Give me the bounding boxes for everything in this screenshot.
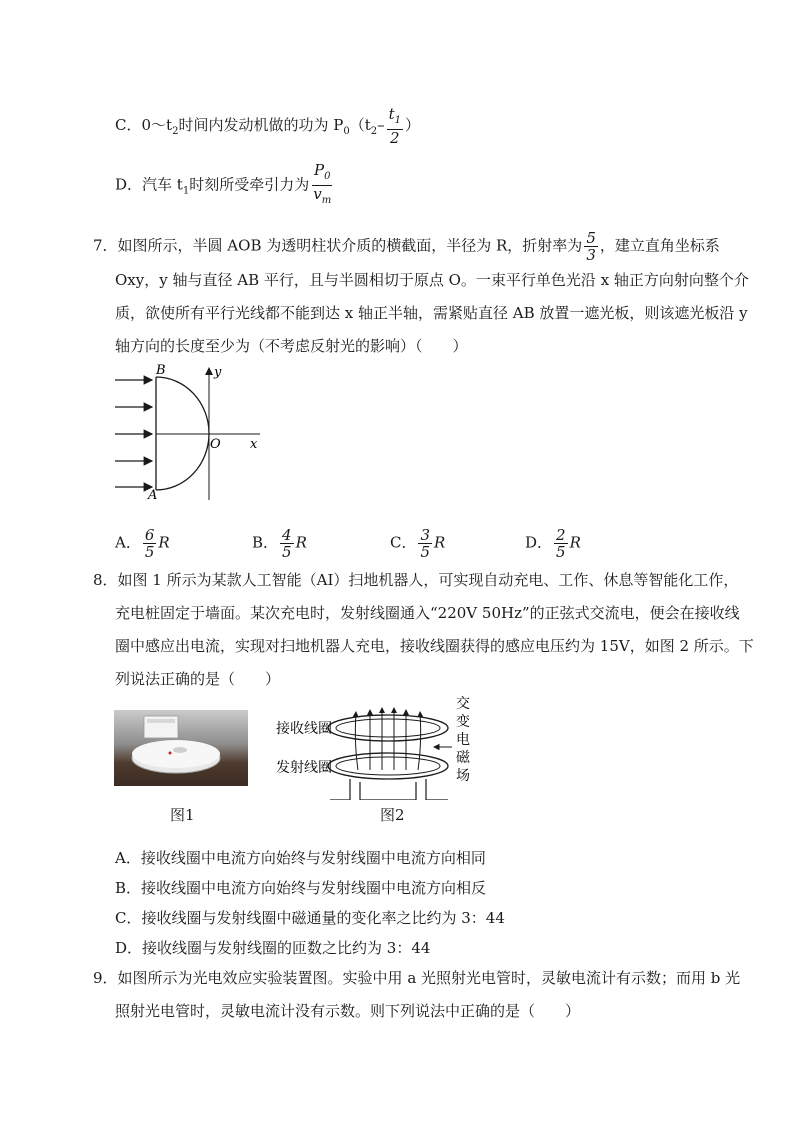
robot-vacuum-photo (114, 710, 248, 786)
coil-diagram (270, 690, 485, 800)
figure-2-caption: 图2 (380, 806, 405, 824)
transmit-coil-inner (336, 757, 440, 775)
q7-refractive-index: $\frac{5}{3}$ (586, 229, 596, 264)
receive-coil-label: 接收线圈 (276, 721, 332, 737)
q7-option-a: A． $\frac{6}{5}$ R (115, 526, 170, 561)
q8-option-a: A．接收线圈中电流方向始终与发射线圈中电流方向相同 (115, 849, 486, 867)
q6-c-fraction: $\frac{t_1}{2}$ (388, 105, 401, 147)
field-char-5: 场 (456, 768, 470, 784)
transmit-coil-label: 发射线圈 (276, 760, 332, 776)
q6-option-c: C．$0\sim t_2$时间内发动机做的功为 $P_0(t_2-$ $\frac{t_1}{2}$ ） (115, 105, 421, 147)
q7-semicircle-figure (110, 360, 280, 505)
label-b: B (156, 363, 166, 378)
q8-line-3: 圈中感应出电流，实现对扫地机器人充电，接收线圈获得的感应电压约为 15V，如图 2 所示。下 (115, 637, 754, 655)
q8-option-d: D．接收线圈与发射线圈的匝数之比约为 3：44 (115, 939, 431, 957)
field-char-4: 磁 (456, 750, 470, 766)
receive-coil-inner (336, 719, 440, 737)
q9-line-2: 照射光电管时，灵敏电流计没有示数。则下列说法中正确的是（ ） (115, 1002, 581, 1020)
q6-option-d: D．汽车 $t_1$时刻所受牵引力为 $\frac{P_0}{v_m}$ (115, 162, 335, 209)
label-x: x (250, 437, 258, 452)
q8-line-2: 充电桩固定于墙面。某次充电时，发射线圈通入“220V 50Hz”的正弦式交流电，便会在接收线 (115, 604, 740, 622)
field-char-3: 电 (456, 732, 470, 748)
q8-option-c: C．接收线圈与发射线圈中磁通量的变化率之比约为 3：44 (115, 909, 505, 927)
label-o: O (210, 437, 221, 452)
figure-1-caption: 图1 (170, 806, 195, 824)
q6-d-fraction: $\frac{P_0}{v_m}$ (313, 161, 332, 206)
q7-line-3: 质，欲使所有平行光线都不能到达 x 轴正半轴，需紧贴直径 AB 放置一遮光板，则该遮光板沿 y (115, 304, 748, 322)
q7-option-b: B． $\frac{4}{5}$ R (252, 526, 307, 561)
q7-option-d: D． $\frac{2}{5}$ R (525, 526, 581, 561)
q9-line-1: 9．如图所示为光电效应实验装置图。实验中用 a 光照射光电管时，灵敏电流计有示数；而用 b 光 (93, 969, 741, 987)
q8-line-1: 8．如图 1 所示为某款人工智能（AI）扫地机器人，可实现自动充电、工作、休息等智能化工作， (93, 571, 739, 589)
q7-option-c: C． $\frac{3}{5}$ R (390, 526, 446, 561)
field-char-2: 变 (456, 714, 470, 730)
q7-line-1: 7．如图所示，半圆 AOB 为透明柱状介质的横截面，半径为 R，折射率为 $\frac{5}{3}$ ，建立直角坐标系 (93, 229, 720, 264)
field-char-1: 交 (456, 696, 470, 712)
q8-option-b: B．接收线圈中电流方向始终与发射线圈中电流方向相反 (115, 879, 487, 897)
label-a: A (148, 488, 158, 503)
q8-line-4: 列说法正确的是（ ） (115, 670, 281, 688)
q7-line-4: 轴方向的长度至少为（不考虑反射光的影响）（ ） (115, 337, 468, 355)
q7-line-2: Oxy，y 轴与直径 AB 平行，且与半圆相切于原点 O。一束平行单色光沿 x 轴正方向射向整个介 (115, 271, 749, 289)
label-y: y (214, 365, 222, 380)
